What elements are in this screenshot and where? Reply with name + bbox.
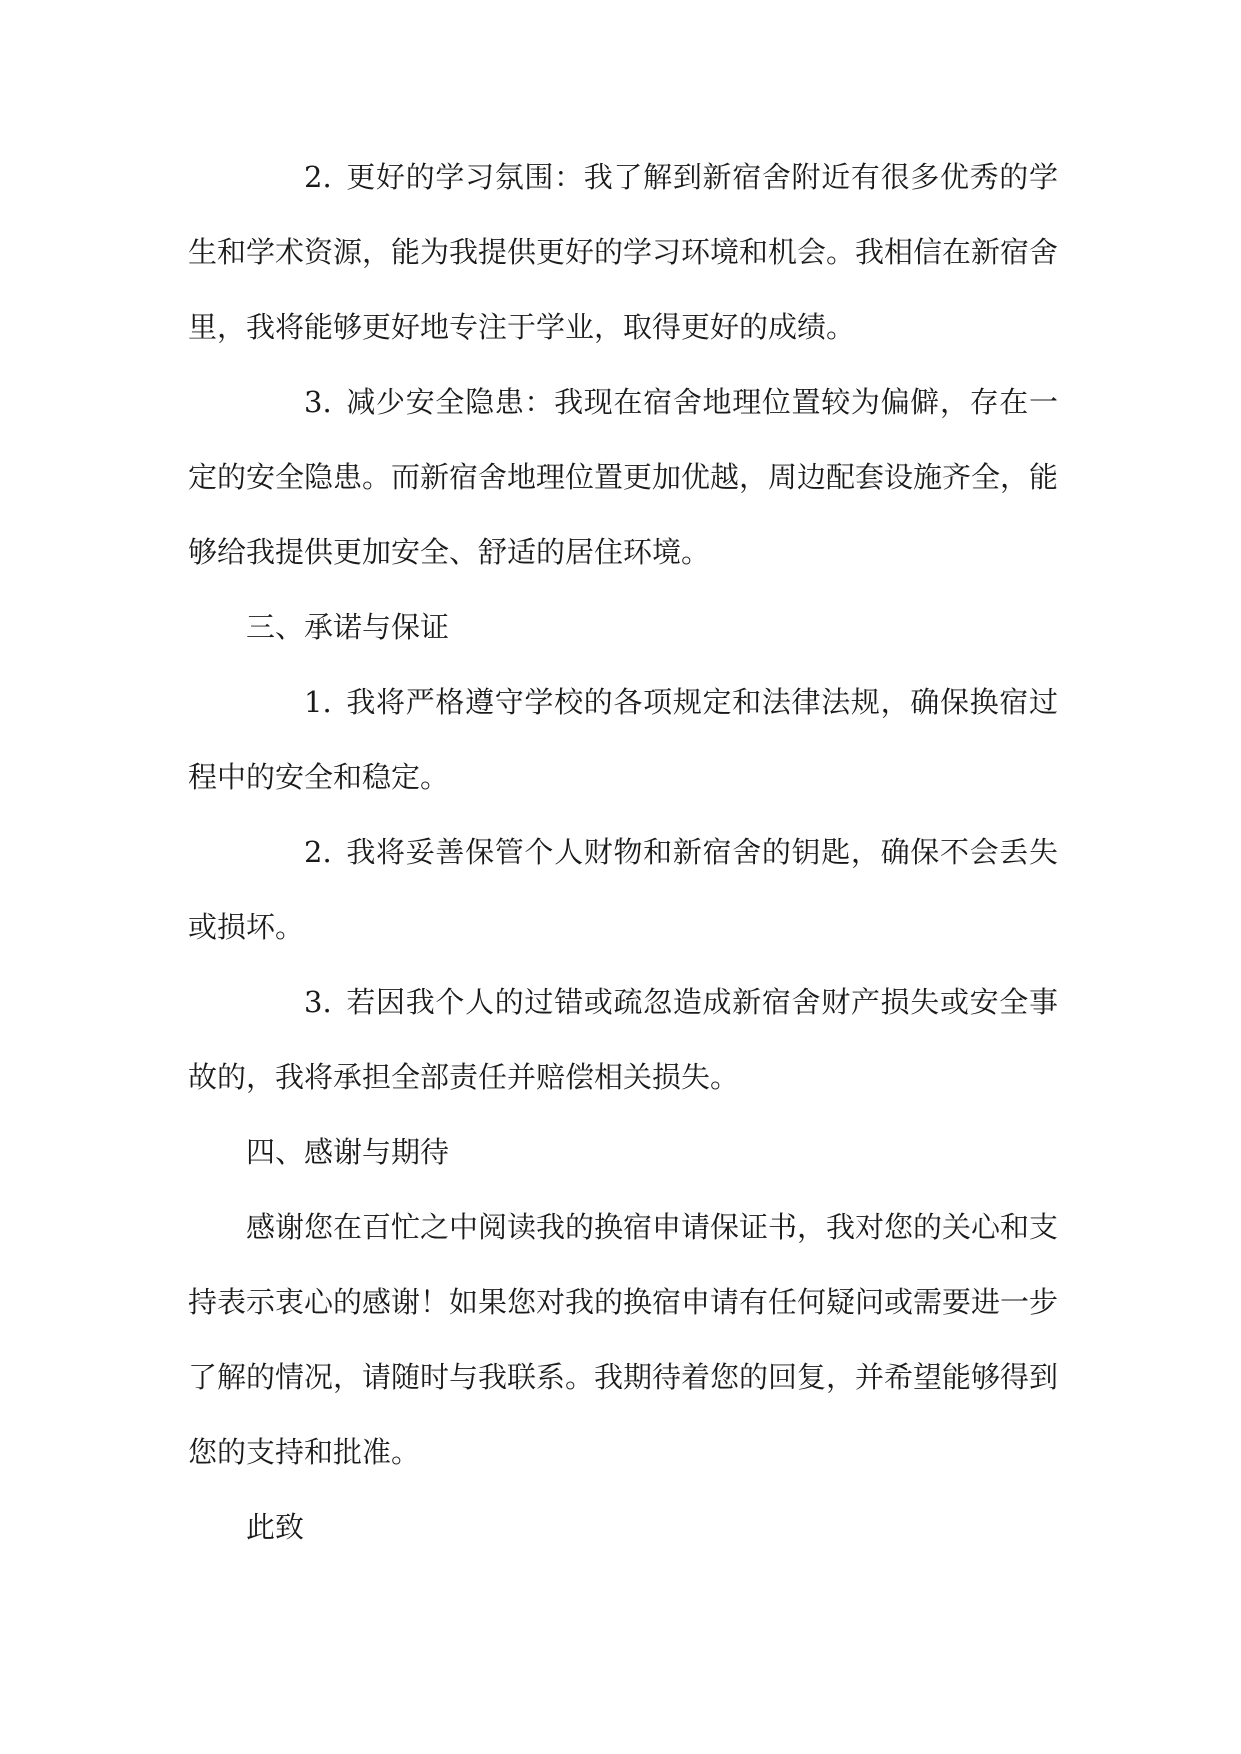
paragraph-text: 减少安全隐患：我现在宿舍地理位置较为偏僻，存在一定的安全隐患。而新宿舍地理位置更加优越，周边配套设施齐全，能够给我提供更加安全、舒适的居住环境。	[188, 385, 1059, 569]
document-body	[188, 140, 1058, 1565]
paragraph-text: 若因我个人的过错或疏忽造成新宿舍财产损失或安全事故的，我将承担全部责任并赔偿相关损失。	[188, 985, 1058, 1094]
paragraph-commitment-liability	[188, 965, 1058, 1115]
heading-text: 三、承诺与保证	[246, 610, 450, 644]
paragraph-text: 我将严格遵守学校的各项规定和法律法规，确保换宿过程中的安全和稳定。	[188, 685, 1058, 794]
paragraph-commitment-rules	[188, 665, 1058, 815]
paragraph-reduce-safety-hazards	[188, 365, 1058, 590]
paragraph-text: 感谢您在百忙之中阅读我的换宿申请保证书，我对您的关心和支持表示衷心的感谢！如果您对我的换宿申请有任何疑问或需要进一步了解的情况，请随时与我联系。我期待着您的回复，并希望能够得到您的支持和批准。	[188, 1210, 1059, 1469]
item-number: 3.	[304, 385, 332, 419]
section-heading-thanks	[188, 1115, 1058, 1190]
section-heading-commitment	[188, 590, 1058, 665]
closing-text: 此致	[246, 1510, 305, 1544]
paragraph-text: 更好的学习氛围：我了解到新宿舍附近有很多优秀的学生和学术资源，能为我提供更好的学习环境和机会。我相信在新宿舍里，我将能够更好地专注于学业，取得更好的成绩。	[188, 160, 1059, 344]
item-number: 3.	[304, 985, 332, 1019]
item-number: 1.	[304, 685, 332, 719]
heading-text: 四、感谢与期待	[246, 1135, 450, 1169]
closing-salutation	[188, 1490, 1058, 1565]
paragraph-better-study-atmosphere	[188, 140, 1058, 365]
paragraph-text: 我将妥善保管个人财物和新宿舍的钥匙，确保不会丢失或损坏。	[188, 835, 1058, 944]
item-number: 2.	[304, 835, 332, 869]
paragraph-commitment-keys	[188, 815, 1058, 965]
paragraph-thanks	[188, 1190, 1058, 1490]
item-number: 2.	[304, 160, 332, 194]
